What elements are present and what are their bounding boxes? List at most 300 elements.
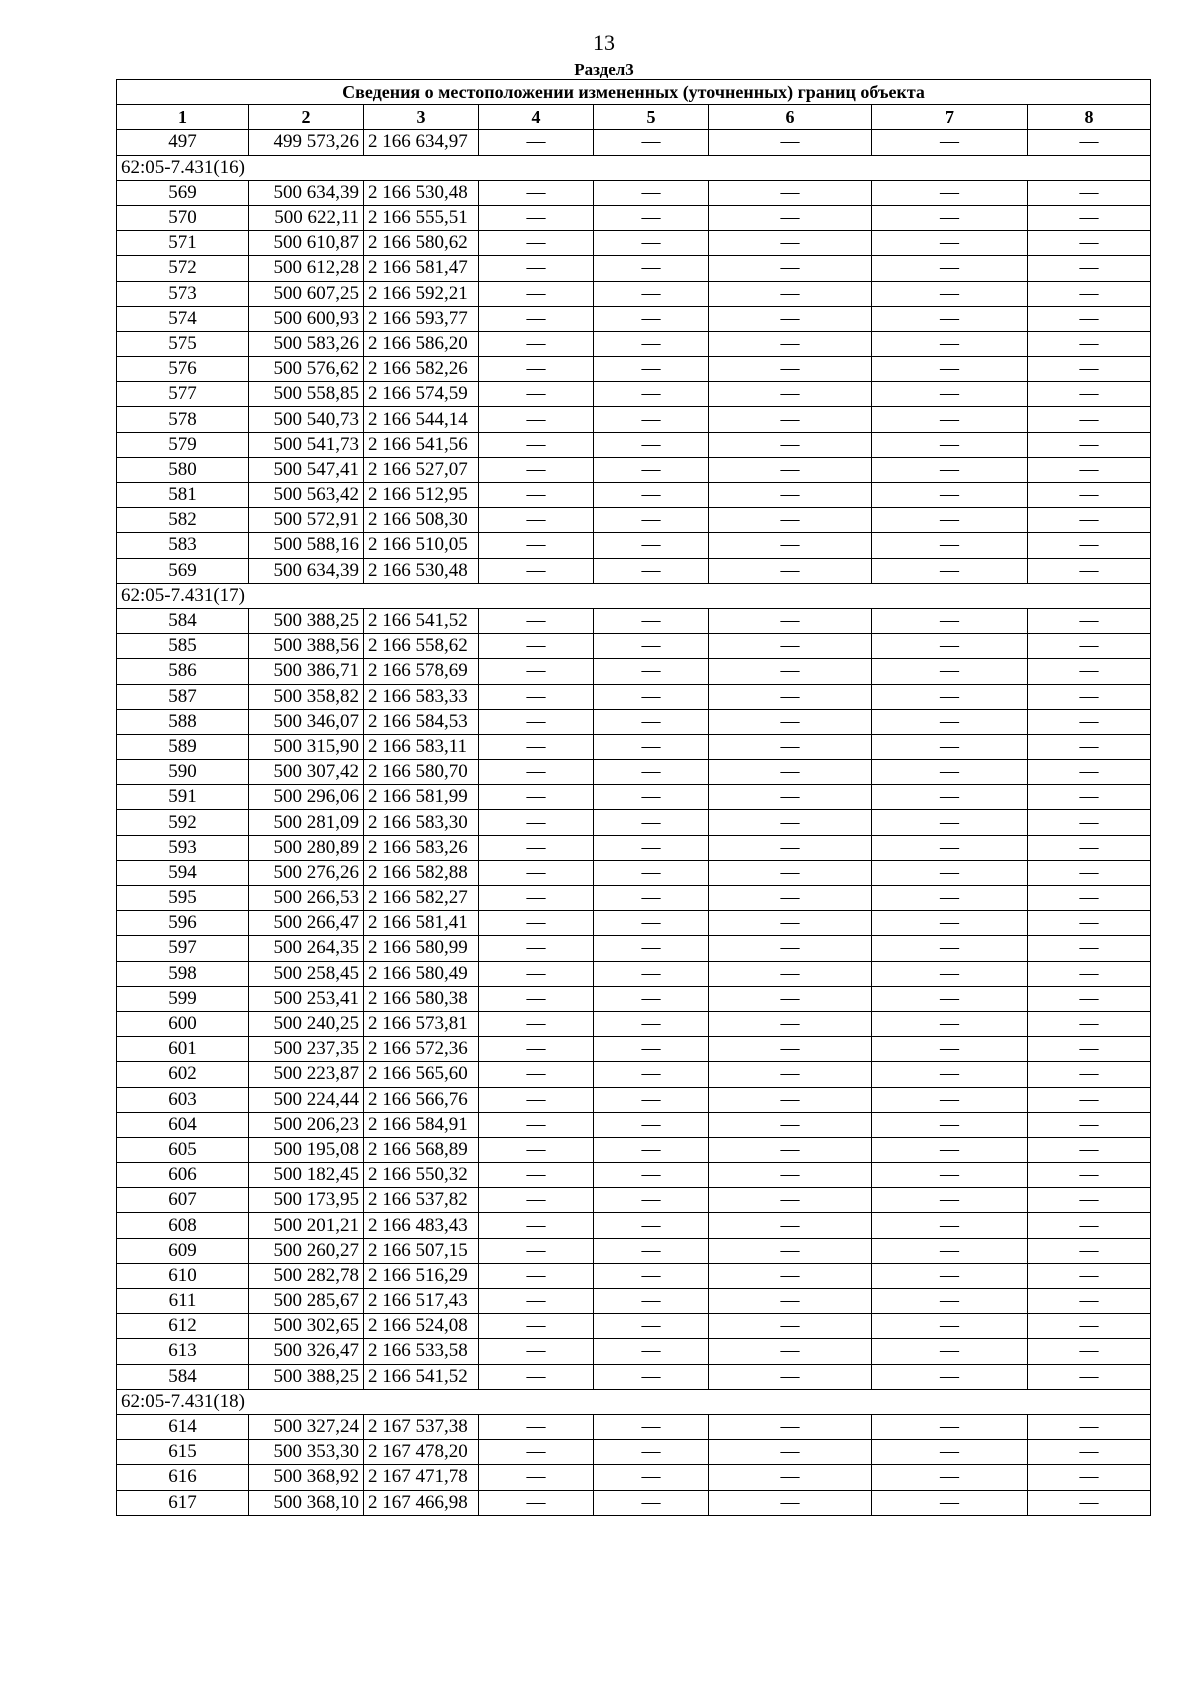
empty-value-cell: — — [479, 1339, 594, 1364]
table-row — [117, 231, 1151, 256]
table-row — [117, 1440, 1151, 1465]
y-coordinate-cell: 2 166 516,29 — [364, 1263, 479, 1288]
y-coordinate-cell: 2 166 530,48 — [364, 558, 479, 583]
empty-value-cell: — — [479, 911, 594, 936]
table-row — [117, 130, 1151, 155]
empty-value-cell: — — [1028, 1414, 1151, 1439]
empty-value-cell: — — [479, 432, 594, 457]
empty-value-cell: — — [872, 1037, 1028, 1062]
empty-value-cell: — — [479, 608, 594, 633]
table-row — [117, 886, 1151, 911]
empty-value-cell: — — [709, 558, 872, 583]
point-number-cell: 605 — [117, 1137, 249, 1162]
empty-value-cell: — — [1028, 1238, 1151, 1263]
empty-value-cell: — — [1028, 1112, 1151, 1137]
empty-value-cell: — — [872, 256, 1028, 281]
point-number-cell: 593 — [117, 835, 249, 860]
y-coordinate-cell: 2 167 471,78 — [364, 1465, 479, 1490]
empty-value-cell: — — [872, 986, 1028, 1011]
empty-value-cell: — — [594, 961, 709, 986]
empty-value-cell: — — [1028, 810, 1151, 835]
empty-value-cell: — — [594, 231, 709, 256]
point-number-cell: 579 — [117, 432, 249, 457]
empty-value-cell: — — [479, 709, 594, 734]
empty-value-cell: — — [479, 558, 594, 583]
empty-value-cell: — — [594, 1490, 709, 1515]
point-number-cell: 583 — [117, 533, 249, 558]
empty-value-cell: — — [872, 1137, 1028, 1162]
table-row — [117, 785, 1151, 810]
column-header: 3 — [364, 105, 479, 130]
empty-value-cell: — — [594, 1163, 709, 1188]
empty-value-cell: — — [709, 810, 872, 835]
x-coordinate-cell: 500 285,67 — [249, 1289, 364, 1314]
point-number-cell: 604 — [117, 1112, 249, 1137]
empty-value-cell: — — [479, 835, 594, 860]
empty-value-cell: — — [1028, 734, 1151, 759]
x-coordinate-cell: 500 282,78 — [249, 1263, 364, 1288]
table-row — [117, 1011, 1151, 1036]
empty-value-cell: — — [709, 608, 872, 633]
y-coordinate-cell: 2 167 537,38 — [364, 1414, 479, 1439]
empty-value-cell: — — [1028, 432, 1151, 457]
empty-value-cell: — — [594, 180, 709, 205]
table-row — [117, 1339, 1151, 1364]
empty-value-cell: — — [594, 508, 709, 533]
empty-value-cell: — — [594, 432, 709, 457]
y-coordinate-cell: 2 166 578,69 — [364, 659, 479, 684]
empty-value-cell: — — [872, 835, 1028, 860]
empty-value-cell: — — [709, 659, 872, 684]
point-number-cell: 570 — [117, 205, 249, 230]
empty-value-cell: — — [1028, 1213, 1151, 1238]
coordinates-table — [116, 79, 1151, 1516]
empty-value-cell: — — [594, 684, 709, 709]
x-coordinate-cell: 500 240,25 — [249, 1011, 364, 1036]
empty-value-cell: — — [594, 1188, 709, 1213]
empty-value-cell: — — [872, 231, 1028, 256]
x-coordinate-cell: 500 583,26 — [249, 331, 364, 356]
empty-value-cell: — — [479, 1414, 594, 1439]
empty-value-cell: — — [709, 306, 872, 331]
table-row — [117, 1163, 1151, 1188]
empty-value-cell: — — [594, 1440, 709, 1465]
empty-value-cell: — — [479, 508, 594, 533]
y-coordinate-cell: 2 166 530,48 — [364, 180, 479, 205]
empty-value-cell: — — [1028, 634, 1151, 659]
empty-value-cell: — — [594, 357, 709, 382]
point-number-cell: 596 — [117, 911, 249, 936]
y-coordinate-cell: 2 166 512,95 — [364, 483, 479, 508]
y-coordinate-cell: 2 166 524,08 — [364, 1314, 479, 1339]
empty-value-cell: — — [872, 130, 1028, 155]
empty-value-cell: — — [709, 1163, 872, 1188]
table-row — [117, 1188, 1151, 1213]
x-coordinate-cell: 500 634,39 — [249, 558, 364, 583]
x-coordinate-cell: 500 264,35 — [249, 936, 364, 961]
empty-value-cell: — — [1028, 860, 1151, 885]
empty-value-cell: — — [709, 1062, 872, 1087]
x-coordinate-cell: 500 266,47 — [249, 911, 364, 936]
point-number-cell: 614 — [117, 1414, 249, 1439]
point-number-cell: 611 — [117, 1289, 249, 1314]
table-row — [117, 986, 1151, 1011]
table-row — [117, 911, 1151, 936]
point-number-cell: 577 — [117, 382, 249, 407]
x-coordinate-cell: 500 315,90 — [249, 734, 364, 759]
empty-value-cell: — — [1028, 357, 1151, 382]
empty-value-cell: — — [1028, 281, 1151, 306]
empty-value-cell: — — [872, 1364, 1028, 1389]
empty-value-cell: — — [709, 1289, 872, 1314]
parcel-group-label: 62:05-7.431(17) — [117, 583, 1151, 608]
empty-value-cell: — — [872, 1087, 1028, 1112]
empty-value-cell: — — [709, 1137, 872, 1162]
table-caption: Сведения о местоположении измененных (уточненных) границ объекта — [117, 80, 1151, 105]
empty-value-cell: — — [594, 1263, 709, 1288]
parcel-group-label: 62:05-7.431(16) — [117, 155, 1151, 180]
empty-value-cell: — — [594, 256, 709, 281]
y-coordinate-cell: 2 166 583,11 — [364, 734, 479, 759]
empty-value-cell: — — [872, 1289, 1028, 1314]
empty-value-cell: — — [479, 1087, 594, 1112]
empty-value-cell: — — [709, 961, 872, 986]
empty-value-cell: — — [872, 1112, 1028, 1137]
table-row — [117, 382, 1151, 407]
group-row — [117, 1389, 1151, 1414]
empty-value-cell: — — [872, 1314, 1028, 1339]
empty-value-cell: — — [594, 1289, 709, 1314]
empty-value-cell: — — [594, 986, 709, 1011]
point-number-cell: 597 — [117, 936, 249, 961]
empty-value-cell: — — [709, 130, 872, 155]
table-row — [117, 659, 1151, 684]
empty-value-cell: — — [872, 407, 1028, 432]
empty-value-cell: — — [872, 508, 1028, 533]
point-number-cell: 569 — [117, 180, 249, 205]
x-coordinate-cell: 500 576,62 — [249, 357, 364, 382]
table-row — [117, 1112, 1151, 1137]
empty-value-cell: — — [709, 1465, 872, 1490]
x-coordinate-cell: 500 296,06 — [249, 785, 364, 810]
empty-value-cell: — — [1028, 382, 1151, 407]
empty-value-cell: — — [709, 1339, 872, 1364]
empty-value-cell: — — [1028, 558, 1151, 583]
empty-value-cell: — — [709, 281, 872, 306]
empty-value-cell: — — [709, 760, 872, 785]
empty-value-cell: — — [872, 1440, 1028, 1465]
empty-value-cell: — — [479, 860, 594, 885]
point-number-cell: 602 — [117, 1062, 249, 1087]
empty-value-cell: — — [479, 886, 594, 911]
point-number-cell: 575 — [117, 331, 249, 356]
y-coordinate-cell: 2 166 582,26 — [364, 357, 479, 382]
point-number-cell: 601 — [117, 1037, 249, 1062]
empty-value-cell: — — [479, 130, 594, 155]
empty-value-cell: — — [1028, 986, 1151, 1011]
x-coordinate-cell: 500 547,41 — [249, 457, 364, 482]
empty-value-cell: — — [872, 634, 1028, 659]
point-number-cell: 586 — [117, 659, 249, 684]
empty-value-cell: — — [872, 357, 1028, 382]
empty-value-cell: — — [1028, 760, 1151, 785]
empty-value-cell: — — [479, 1137, 594, 1162]
x-coordinate-cell: 500 258,45 — [249, 961, 364, 986]
point-number-cell: 612 — [117, 1314, 249, 1339]
empty-value-cell: — — [479, 1263, 594, 1288]
column-header: 8 — [1028, 105, 1151, 130]
x-coordinate-cell: 500 326,47 — [249, 1339, 364, 1364]
empty-value-cell: — — [594, 558, 709, 583]
empty-value-cell: — — [479, 986, 594, 1011]
point-number-cell: 574 — [117, 306, 249, 331]
page-number: 13 — [593, 30, 615, 55]
point-number-cell: 600 — [117, 1011, 249, 1036]
empty-value-cell: — — [872, 810, 1028, 835]
empty-value-cell: — — [709, 231, 872, 256]
table-row — [117, 684, 1151, 709]
point-number-cell: 587 — [117, 684, 249, 709]
empty-value-cell: — — [709, 205, 872, 230]
empty-value-cell: — — [1028, 886, 1151, 911]
empty-value-cell: — — [1028, 1137, 1151, 1162]
empty-value-cell: — — [709, 734, 872, 759]
empty-value-cell: — — [594, 1213, 709, 1238]
empty-value-cell: — — [594, 1238, 709, 1263]
empty-value-cell: — — [594, 835, 709, 860]
empty-value-cell: — — [872, 1414, 1028, 1439]
table-row — [117, 1289, 1151, 1314]
empty-value-cell: — — [709, 1314, 872, 1339]
table-row — [117, 760, 1151, 785]
y-coordinate-cell: 2 166 573,81 — [364, 1011, 479, 1036]
empty-value-cell: — — [594, 1465, 709, 1490]
point-number-cell: 571 — [117, 231, 249, 256]
empty-value-cell: — — [872, 734, 1028, 759]
table-row — [117, 205, 1151, 230]
empty-value-cell: — — [479, 1213, 594, 1238]
empty-value-cell: — — [1028, 533, 1151, 558]
empty-value-cell: — — [709, 911, 872, 936]
empty-value-cell: — — [1028, 785, 1151, 810]
empty-value-cell: — — [1028, 709, 1151, 734]
table-row — [117, 281, 1151, 306]
empty-value-cell: — — [709, 1238, 872, 1263]
table-row — [117, 709, 1151, 734]
y-coordinate-cell: 2 166 574,59 — [364, 382, 479, 407]
x-coordinate-cell: 500 182,45 — [249, 1163, 364, 1188]
empty-value-cell: — — [1028, 1440, 1151, 1465]
x-coordinate-cell: 500 260,27 — [249, 1238, 364, 1263]
empty-value-cell: — — [479, 281, 594, 306]
empty-value-cell: — — [594, 1314, 709, 1339]
x-coordinate-cell: 500 353,30 — [249, 1440, 364, 1465]
empty-value-cell: — — [479, 1163, 594, 1188]
empty-value-cell: — — [479, 684, 594, 709]
x-coordinate-cell: 500 368,10 — [249, 1490, 364, 1515]
empty-value-cell: — — [1028, 659, 1151, 684]
x-coordinate-cell: 500 201,21 — [249, 1213, 364, 1238]
empty-value-cell: — — [709, 331, 872, 356]
point-number-cell: 573 — [117, 281, 249, 306]
x-coordinate-cell: 500 607,25 — [249, 281, 364, 306]
empty-value-cell: — — [1028, 1465, 1151, 1490]
empty-value-cell: — — [709, 483, 872, 508]
x-coordinate-cell: 500 563,42 — [249, 483, 364, 508]
empty-value-cell: — — [479, 382, 594, 407]
x-coordinate-cell: 500 612,28 — [249, 256, 364, 281]
empty-value-cell: — — [479, 1314, 594, 1339]
empty-value-cell: — — [479, 1011, 594, 1036]
empty-value-cell: — — [594, 1087, 709, 1112]
point-number-cell: 617 — [117, 1490, 249, 1515]
empty-value-cell: — — [594, 205, 709, 230]
table-row — [117, 1465, 1151, 1490]
y-coordinate-cell: 2 166 483,43 — [364, 1213, 479, 1238]
y-coordinate-cell: 2 166 565,60 — [364, 1062, 479, 1087]
y-coordinate-cell: 2 166 581,47 — [364, 256, 479, 281]
y-coordinate-cell: 2 166 583,33 — [364, 684, 479, 709]
empty-value-cell: — — [872, 1263, 1028, 1288]
y-coordinate-cell: 2 166 592,21 — [364, 281, 479, 306]
empty-value-cell: — — [479, 1238, 594, 1263]
x-coordinate-cell: 500 253,41 — [249, 986, 364, 1011]
empty-value-cell: — — [709, 1087, 872, 1112]
empty-value-cell: — — [872, 180, 1028, 205]
empty-value-cell: — — [479, 1188, 594, 1213]
empty-value-cell: — — [709, 1037, 872, 1062]
table-row — [117, 1490, 1151, 1515]
empty-value-cell: — — [709, 256, 872, 281]
x-coordinate-cell: 500 558,85 — [249, 382, 364, 407]
empty-value-cell: — — [1028, 1314, 1151, 1339]
empty-value-cell: — — [1028, 331, 1151, 356]
empty-value-cell: — — [594, 1062, 709, 1087]
empty-value-cell: — — [1028, 407, 1151, 432]
empty-value-cell: — — [709, 684, 872, 709]
empty-value-cell: — — [709, 936, 872, 961]
empty-value-cell: — — [1028, 608, 1151, 633]
point-number-cell: 592 — [117, 810, 249, 835]
table-row — [117, 1414, 1151, 1439]
empty-value-cell: — — [594, 810, 709, 835]
x-coordinate-cell: 500 358,82 — [249, 684, 364, 709]
empty-value-cell: — — [709, 1188, 872, 1213]
x-coordinate-cell: 500 540,73 — [249, 407, 364, 432]
empty-value-cell: — — [1028, 911, 1151, 936]
empty-value-cell: — — [709, 382, 872, 407]
y-coordinate-cell: 2 166 555,51 — [364, 205, 479, 230]
y-coordinate-cell: 2 166 527,07 — [364, 457, 479, 482]
table-row — [117, 835, 1151, 860]
x-coordinate-cell: 500 541,73 — [249, 432, 364, 457]
y-coordinate-cell: 2 167 478,20 — [364, 1440, 479, 1465]
empty-value-cell: — — [872, 659, 1028, 684]
empty-value-cell: — — [479, 1490, 594, 1515]
empty-value-cell: — — [479, 457, 594, 482]
y-coordinate-cell: 2 166 580,38 — [364, 986, 479, 1011]
empty-value-cell: — — [872, 1339, 1028, 1364]
empty-value-cell: — — [872, 457, 1028, 482]
empty-value-cell: — — [709, 785, 872, 810]
empty-value-cell: — — [872, 1062, 1028, 1087]
empty-value-cell: — — [1028, 1289, 1151, 1314]
point-number-cell: 585 — [117, 634, 249, 659]
point-number-cell: 595 — [117, 886, 249, 911]
empty-value-cell: — — [872, 281, 1028, 306]
x-coordinate-cell: 500 388,56 — [249, 634, 364, 659]
table-row — [117, 508, 1151, 533]
point-number-cell: 588 — [117, 709, 249, 734]
y-coordinate-cell: 2 166 582,88 — [364, 860, 479, 885]
point-number-cell: 584 — [117, 1364, 249, 1389]
y-coordinate-cell: 2 166 581,41 — [364, 911, 479, 936]
x-coordinate-cell: 500 634,39 — [249, 180, 364, 205]
table-row — [117, 331, 1151, 356]
table-row — [117, 1137, 1151, 1162]
empty-value-cell: — — [1028, 205, 1151, 230]
y-coordinate-cell: 2 166 541,52 — [364, 1364, 479, 1389]
empty-value-cell: — — [709, 508, 872, 533]
empty-value-cell: — — [872, 432, 1028, 457]
table-row — [117, 1314, 1151, 1339]
x-coordinate-cell: 500 173,95 — [249, 1188, 364, 1213]
x-coordinate-cell: 500 368,92 — [249, 1465, 364, 1490]
point-number-cell: 591 — [117, 785, 249, 810]
x-coordinate-cell: 500 600,93 — [249, 306, 364, 331]
empty-value-cell: — — [479, 1440, 594, 1465]
column-header: 1 — [117, 105, 249, 130]
point-number-cell: 580 — [117, 457, 249, 482]
y-coordinate-cell: 2 167 466,98 — [364, 1490, 479, 1515]
empty-value-cell: — — [594, 709, 709, 734]
point-number-cell: 578 — [117, 407, 249, 432]
point-number-cell: 610 — [117, 1263, 249, 1288]
point-number-cell: 594 — [117, 860, 249, 885]
empty-value-cell: — — [479, 936, 594, 961]
column-header: 7 — [872, 105, 1028, 130]
empty-value-cell: — — [479, 533, 594, 558]
empty-value-cell: — — [872, 961, 1028, 986]
x-coordinate-cell: 500 224,44 — [249, 1087, 364, 1112]
empty-value-cell: — — [479, 256, 594, 281]
empty-value-cell: — — [872, 684, 1028, 709]
empty-value-cell: — — [594, 785, 709, 810]
y-coordinate-cell: 2 166 580,99 — [364, 936, 479, 961]
empty-value-cell: — — [1028, 835, 1151, 860]
x-coordinate-cell: 500 237,35 — [249, 1037, 364, 1062]
empty-value-cell: — — [594, 734, 709, 759]
empty-value-cell: — — [1028, 684, 1151, 709]
empty-value-cell: — — [872, 483, 1028, 508]
table-row — [117, 558, 1151, 583]
point-number-cell: 598 — [117, 961, 249, 986]
table-row — [117, 1037, 1151, 1062]
empty-value-cell: — — [709, 1213, 872, 1238]
empty-value-cell: — — [872, 1465, 1028, 1490]
y-coordinate-cell: 2 166 568,89 — [364, 1137, 479, 1162]
point-number-cell: 584 — [117, 608, 249, 633]
empty-value-cell: — — [594, 911, 709, 936]
empty-value-cell: — — [594, 281, 709, 306]
point-number-cell: 590 — [117, 760, 249, 785]
empty-value-cell: — — [872, 558, 1028, 583]
empty-value-cell: — — [1028, 961, 1151, 986]
empty-value-cell: — — [594, 483, 709, 508]
table-row — [117, 860, 1151, 885]
empty-value-cell: — — [479, 961, 594, 986]
empty-value-cell: — — [1028, 306, 1151, 331]
